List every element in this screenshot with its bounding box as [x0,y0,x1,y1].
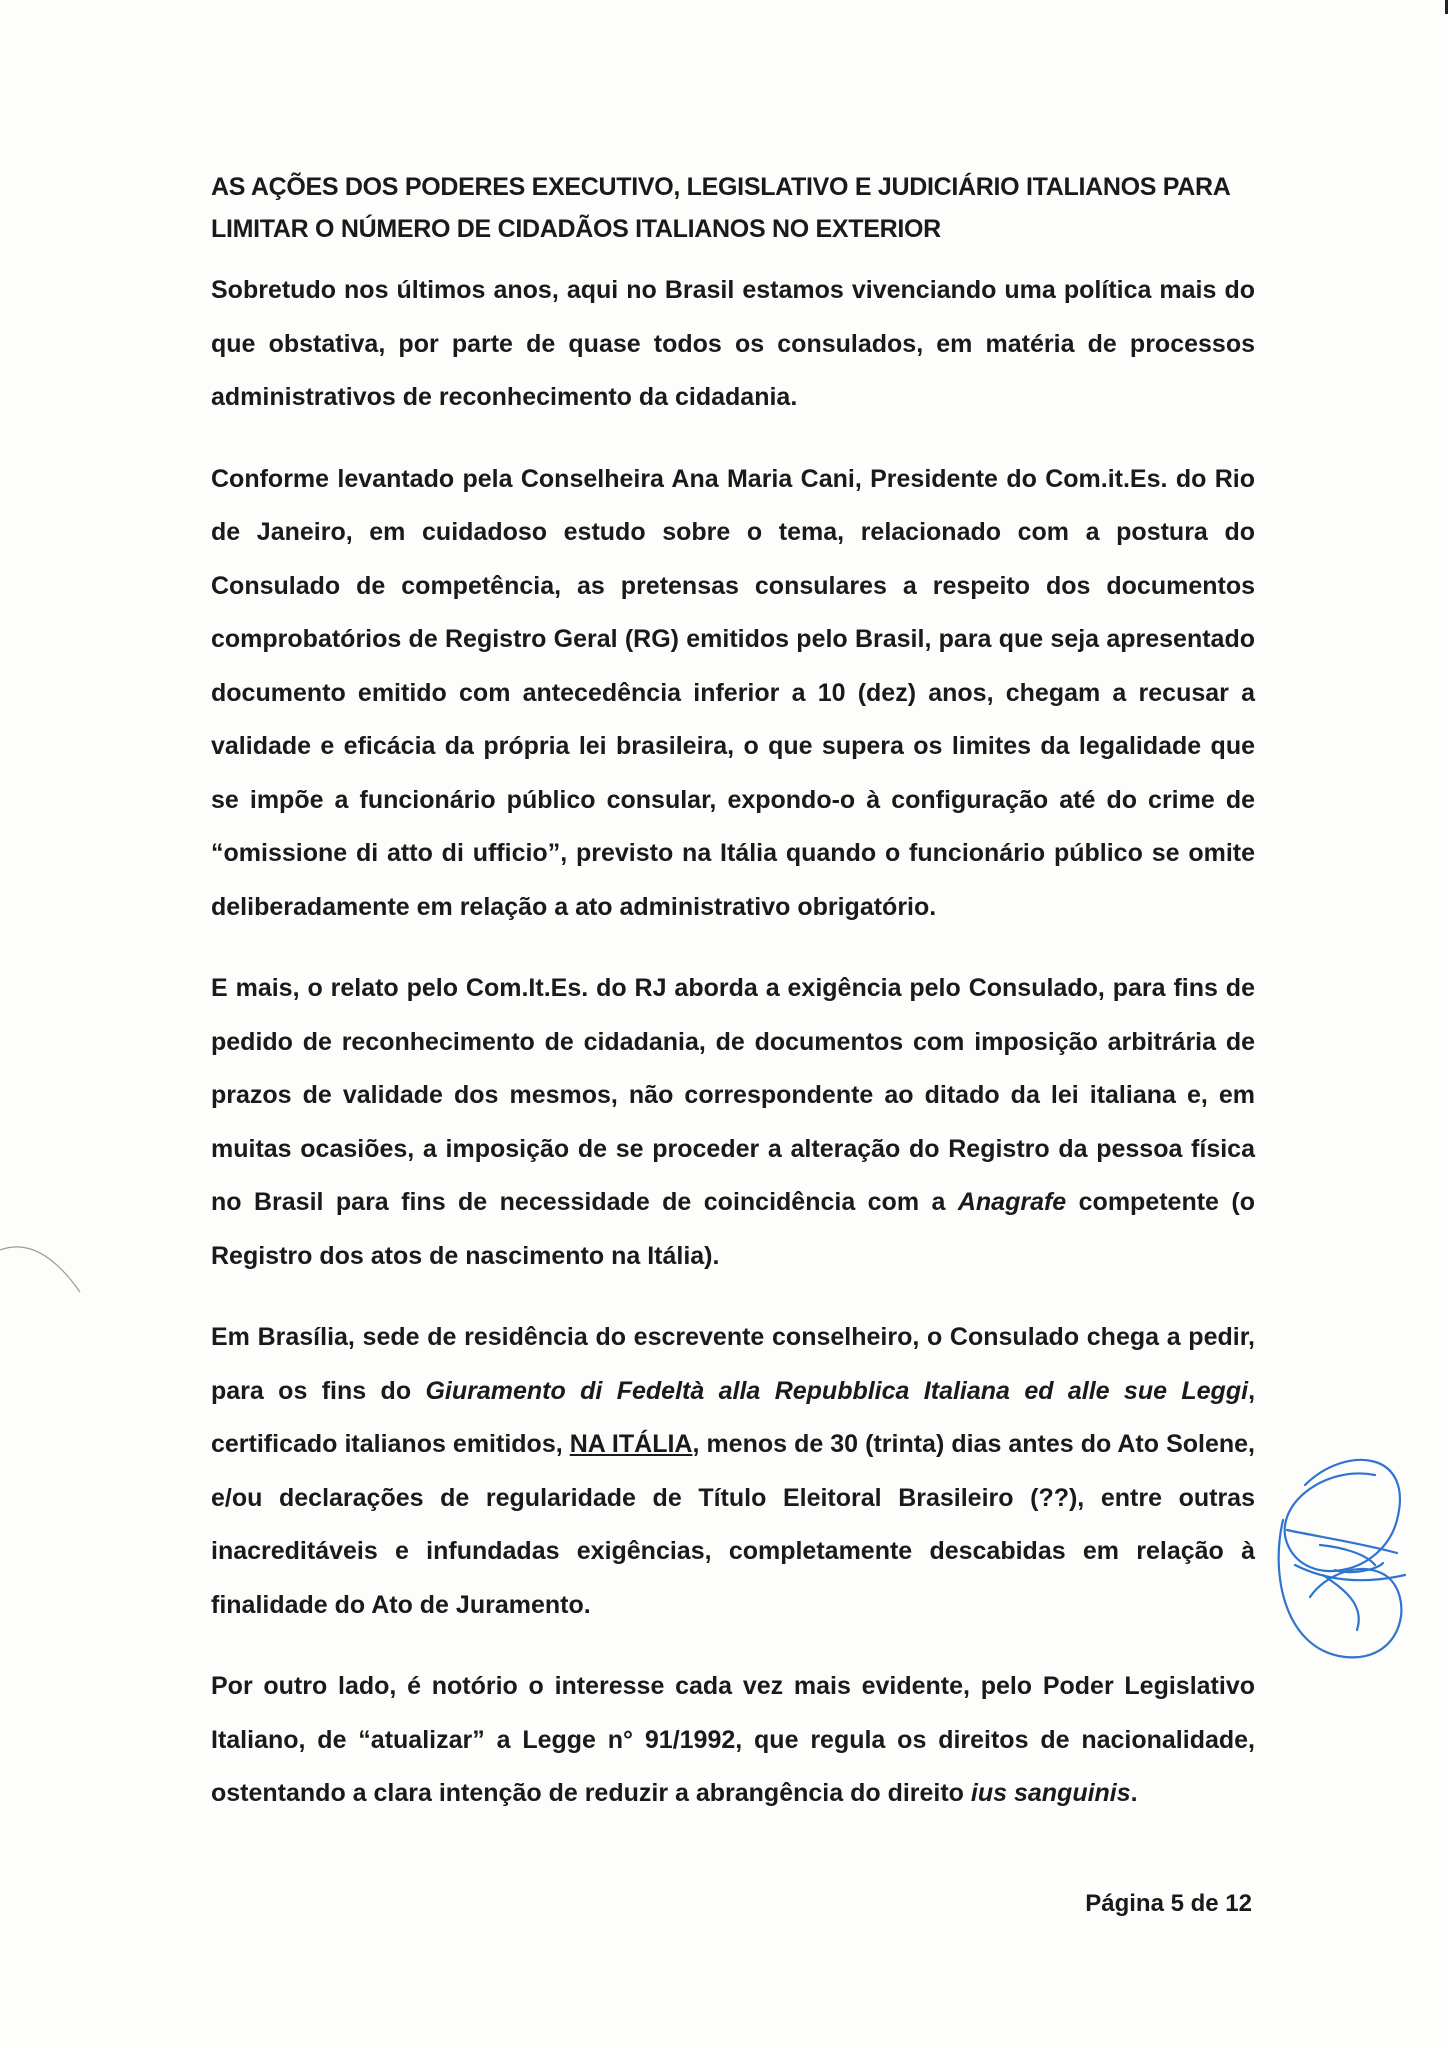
paragraph-text: , certificado italianos emitidos, [211,1376,1256,1458]
paragraph-text: Sobretudo nos últimos anos, aqui no Brasil estamos vivenciando uma política mais do que obstativa, por parte de quase todos os consulados, em matéria de processos administrativos de reconhecimento da cidadania. [211,276,1255,411]
paragraph-list [211,264,1255,1821]
document-body [211,166,1255,1821]
underlined-text: NA ITÁLIA [569,1430,693,1458]
paragraph-text: Conforme levantado pela Conselheira Ana Maria Cani, Presidente do Com.it.Es. do Rio de Janeiro, em cuidadoso estudo sobre o tema, relacionado com a postura do Consulado de competência, as pretensas consulares a respeito dos documentos comprobatórios de Registro Geral (RG) emitidos pelo Brasil, para que seja apresentado documento emitido com antecedência inferior a 10 (dez) anos, chegam a recusar a validade e eficácia da própria lei brasileira, o que supera os limites da legalidade que se impõe a funcionário público consular, expondo-o à configuração até do crime de “omissione di atto di ufficio”, previsto na Itália quando o funcionário público se omite deliberadamente em relação a ato administrativo obrigatório. [211,464,1255,921]
italic-text: Anagrafe [957,1188,1067,1216]
body-paragraph [211,1660,1255,1821]
body-paragraph [211,264,1255,425]
handwritten-signature [1265,1425,1420,1665]
paragraph-text: E mais, o relato pelo Com.It.Es. do RJ aborda a exigência pelo Consulado, para fins de pedido de reconhecimento de cidadania, de documentos com imposição arbitrária de prazos de validade dos mesmos, não correspondente ao ditado da lei italiana e, em muitas ocasiões, a imposição de se proceder a alteração do Registro da pessoa física no Brasil para fins de necessidade de coincidência com a [211,974,1255,1216]
paragraph-text: , menos de 30 (trinta) dias antes do Ato Solene, e/ou declarações de regularidade de Título Eleitoral Brasileiro (??), entre outras inacreditáveis e infundadas exigências, completamente descabidas em relação à finalidade do Ato de Juramento. [211,1430,1255,1619]
paragraph-text: . [1130,1779,1138,1807]
body-paragraph [211,453,1255,935]
italic-text: Giuramento di Fedeltà alla Repubblica Italiana ed alle sue Leggi [425,1376,1249,1405]
scan-artifact-curve [0,1230,90,1300]
paragraph-text: competente (o Registro dos atos de nascimento na Itália). [211,1188,1255,1270]
paragraph-text: Por outro lado, é notório o interesse cada vez mais evidente, pelo Poder Legislativo Italiano, de “atualizar” a Legge n° 91/1992, que regula os direitos de nacionalidade, ostentando a clara intenção de reduzir a abrangência do direito [211,1672,1255,1807]
body-paragraph [211,962,1255,1283]
body-paragraph [211,1311,1255,1632]
italic-text: ius sanguinis [970,1779,1131,1807]
paragraph-text: Em Brasília, sede de residência do escrevente conselheiro, o Consulado chega a pedir, para os fins do [211,1323,1255,1405]
document-title: AS AÇÕES DOS PODERES EXECUTIVO, LEGISLATIVO E JUDICIÁRIO ITALIANOS PARA LIMITAR O NÚMERO DE CIDADÃOS ITALIANOS NO EXTERIOR [211,173,1230,243]
page-number: Página 5 de 12 [1085,1890,1252,1917]
